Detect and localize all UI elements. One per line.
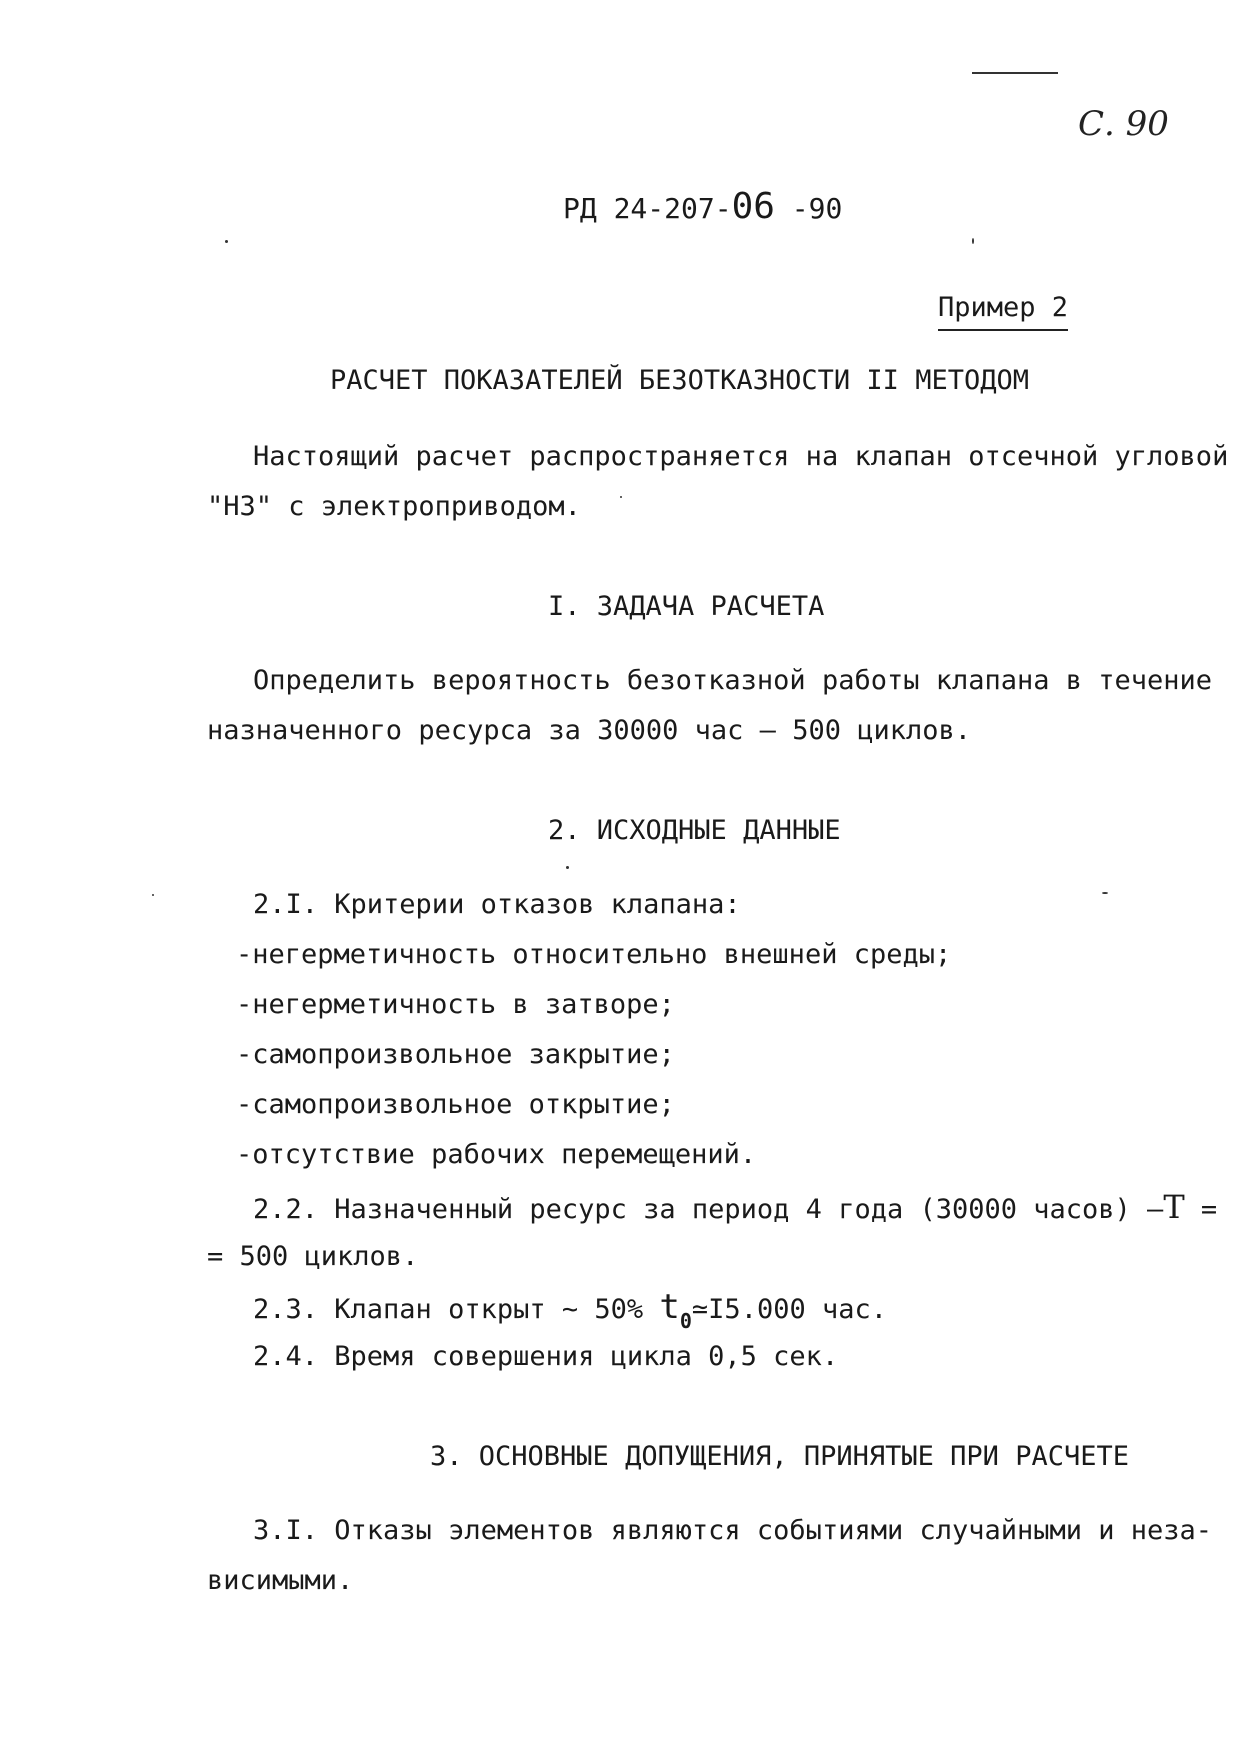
scan-speck — [152, 894, 154, 896]
scan-speck — [566, 866, 569, 869]
item-2-3-value: ≃I5.000 час. — [691, 1294, 887, 1325]
item-2-3-text: 2.3. Клапан открыт ~ 50% — [253, 1294, 660, 1325]
item-2-3 — [253, 1287, 887, 1333]
item-2-2-line-1 — [253, 1190, 1217, 1227]
scan-speck — [1102, 892, 1108, 894]
criterion-item: -отсутствие рабочих перемещений. — [236, 1139, 757, 1170]
scan-speck — [620, 496, 622, 498]
t-subscript: 0 — [679, 1309, 692, 1333]
intro-line-2: "НЗ" с электроприводом. — [207, 491, 581, 522]
item-2-1: 2.I. Критерии отказов клапана: — [253, 889, 741, 920]
section-1-line-2: назначенного ресурса за 30000 час – 500 циклов. — [207, 715, 972, 746]
doc-code-prefix: РД 24-207- — [563, 192, 732, 225]
section-1-heading: I. ЗАДАЧА РАСЧЕТА — [548, 591, 825, 622]
section-2-heading: 2. ИСХОДНЫЕ ДАННЫЕ — [548, 815, 841, 846]
tau-symbol: Т — [1163, 1188, 1185, 1226]
item-2-4: 2.4. Время совершения цикла 0,5 сек. — [253, 1341, 839, 1372]
criterion-item: -самопроизвольное открытие; — [236, 1089, 675, 1120]
criterion-item: -негерметичность относительно внешней среды; — [236, 939, 952, 970]
section-1-line-1: Определить вероятность безотказной работы клапана в течение — [253, 665, 1213, 696]
item-2-2-text: 2.2. Назначенный ресурс за период 4 года (30000 часов) – — [253, 1194, 1164, 1225]
item-2-2-equals: = — [1184, 1194, 1218, 1225]
item-2-2-line-2: = 500 циклов. — [207, 1241, 419, 1272]
document-code — [563, 186, 842, 227]
doc-code-suffix: -90 — [774, 192, 843, 225]
item-3-1-line-2: висимыми. — [207, 1565, 354, 1596]
t-symbol: t — [659, 1287, 680, 1327]
page-title: РАСЧЕТ ПОКАЗАТЕЛЕЙ БЕЗОТКАЗНОСТИ II МЕТОДОМ — [330, 365, 1029, 396]
criterion-item: -негерметичность в затворе; — [236, 989, 675, 1020]
example-label: Пример 2 — [938, 292, 1068, 331]
scan-speck — [225, 240, 228, 243]
section-3-heading: 3. ОСНОВНЫЕ ДОПУЩЕНИЯ, ПРИНЯТЫЕ ПРИ РАСЧЕТЕ — [430, 1441, 1129, 1472]
intro-line-1: Настоящий расчет распространяется на клапан отсечной угловой — [253, 441, 1229, 472]
doc-code-number: 06 — [731, 186, 775, 227]
scan-speck — [972, 238, 974, 244]
page-number: С. 90 — [1078, 104, 1169, 144]
top-rule — [972, 72, 1058, 74]
criterion-item: -самопроизвольное закрытие; — [236, 1039, 675, 1070]
item-3-1-line-1: 3.I. Отказы элементов являются событиями случайными и неза- — [253, 1515, 1213, 1546]
